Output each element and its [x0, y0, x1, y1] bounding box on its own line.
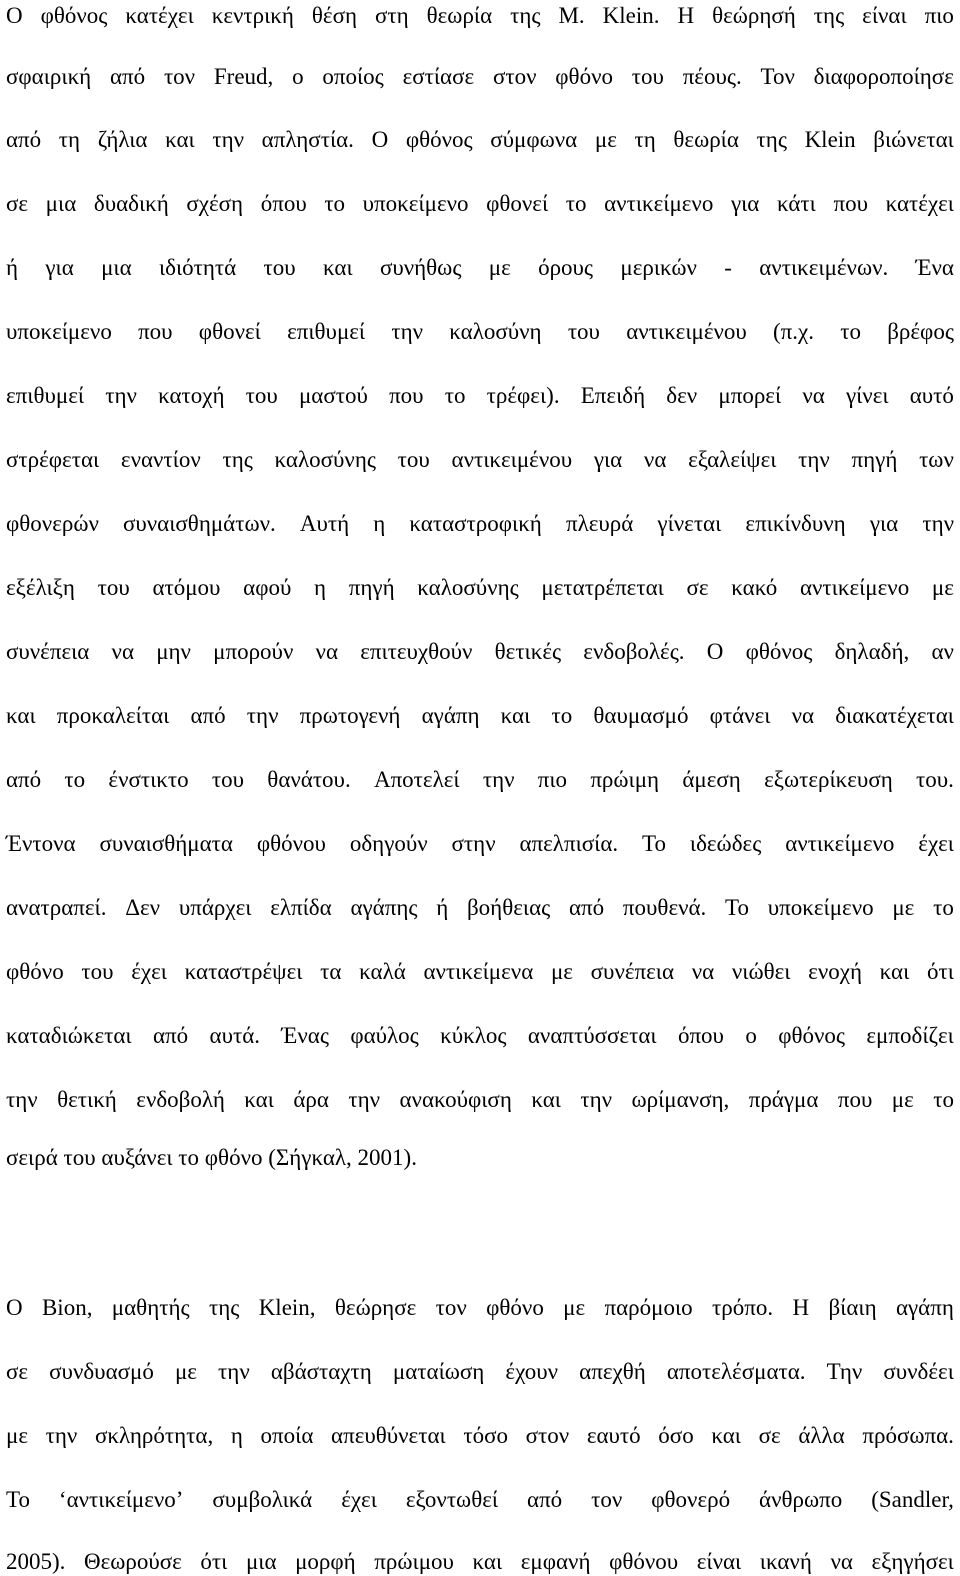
text-line: με την σκληρότητα, η οποία απευθύνεται τόσο στον εαυτό όσο και σε άλλα πρόσωπα.: [6, 1423, 954, 1448]
text-line: από το ένστικτο του θανάτου. Αποτελεί την πιο πρώιμη άμεση εξωτερίκευση του.: [6, 767, 954, 792]
text-line: στρέφεται εναντίον της καλοσύνης του αντικειμένου για να εξαλείψει την πηγή των: [6, 447, 954, 472]
text-line: επιθυμεί την κατοχή του μαστού που το τρέφει). Επειδή δεν μπορεί να γίνει αυτό: [6, 383, 954, 408]
text-line: ή για μια ιδιότητά του και συνήθως με όρους μερικών - αντικειμένων. Ένα: [6, 255, 954, 280]
text-line: από τη ζήλια και την απληστία. Ο φθόνος σύμφωνα με τη θεωρία της Klein βιώνεται: [6, 127, 954, 152]
text-line: 2005). Θεωρούσε ότι μια μορφή πρώιμου και εμφανή φθόνου είναι ικανή να εξηγήσει: [6, 1549, 954, 1574]
text-line: ανατραπεί. Δεν υπάρχει ελπίδα αγάπης ή βοήθειας από πουθενά. Το υποκείμενο με το: [6, 895, 954, 920]
text-line: εξέλιξη του ατόμου αφού η πηγή καλοσύνης μετατρέπεται σε κακό αντικείμενο με: [6, 575, 954, 600]
text-line: Το ‘αντικείμενο’ συμβολικά έχει εξοντωθεί από τον φθονερό άνθρωπο (Sandler,: [6, 1487, 954, 1512]
text-line: σε μια δυαδική σχέση όπου το υποκείμενο φθονεί το αντικείμενο για κάτι που κατέχει: [6, 191, 954, 216]
text-line: φθονερών συναισθημάτων. Αυτή η καταστροφική πλευρά γίνεται επικίνδυνη για την: [6, 511, 954, 536]
text-line: την θετική ενδοβολή και άρα την ανακούφιση και την ωρίμανση, πράγμα που με το: [6, 1087, 954, 1112]
text-line: συνέπεια να μην μπορούν να επιτευχθούν θετικές ενδοβολές. Ο φθόνος δηλαδή, αν: [6, 639, 954, 664]
text-line: σε συνδυασμό με την αβάσταχτη ματαίωση έχουν απεχθή αποτελέσματα. Την συνδέει: [6, 1359, 954, 1384]
text-line: Ο φθόνος κατέχει κεντρική θέση στη θεωρία της Μ. Klein. Η θεώρησή της είναι πιο: [6, 3, 954, 28]
text-line: και προκαλείται από την πρωτογενή αγάπη και το θαυμασμό φτάνει να διακατέχεται: [6, 703, 954, 728]
text-line: σφαιρική από τον Freud, ο οποίος εστίασε στον φθόνο του πέους. Τον διαφοροποίησε: [6, 64, 954, 89]
text-line: Ο Bion, μαθητής της Klein, θεώρησε τον φθόνο με παρόμοιο τρόπο. Η βίαιη αγάπη: [6, 1295, 954, 1320]
text-line: υποκείμενο που φθονεί επιθυμεί την καλοσύνη του αντικειμένου (π.χ. το βρέφος: [6, 319, 954, 344]
text-line: καταδιώκεται από αυτά. Ένας φαύλος κύκλος αναπτύσσεται όπου ο φθόνος εμποδίζει: [6, 1023, 954, 1048]
text-line: φθόνο του έχει καταστρέψει τα καλά αντικείμενα με συνέπεια να νιώθει ενοχή και ότι: [6, 959, 954, 984]
text-line: Έντονα συναισθήματα φθόνου οδηγούν στην απελπισία. Το ιδεώδες αντικείμενο έχει: [6, 831, 954, 856]
text-line: σειρά του αυξάνει το φθόνο (Σήγκαλ, 2001).: [6, 1145, 417, 1170]
